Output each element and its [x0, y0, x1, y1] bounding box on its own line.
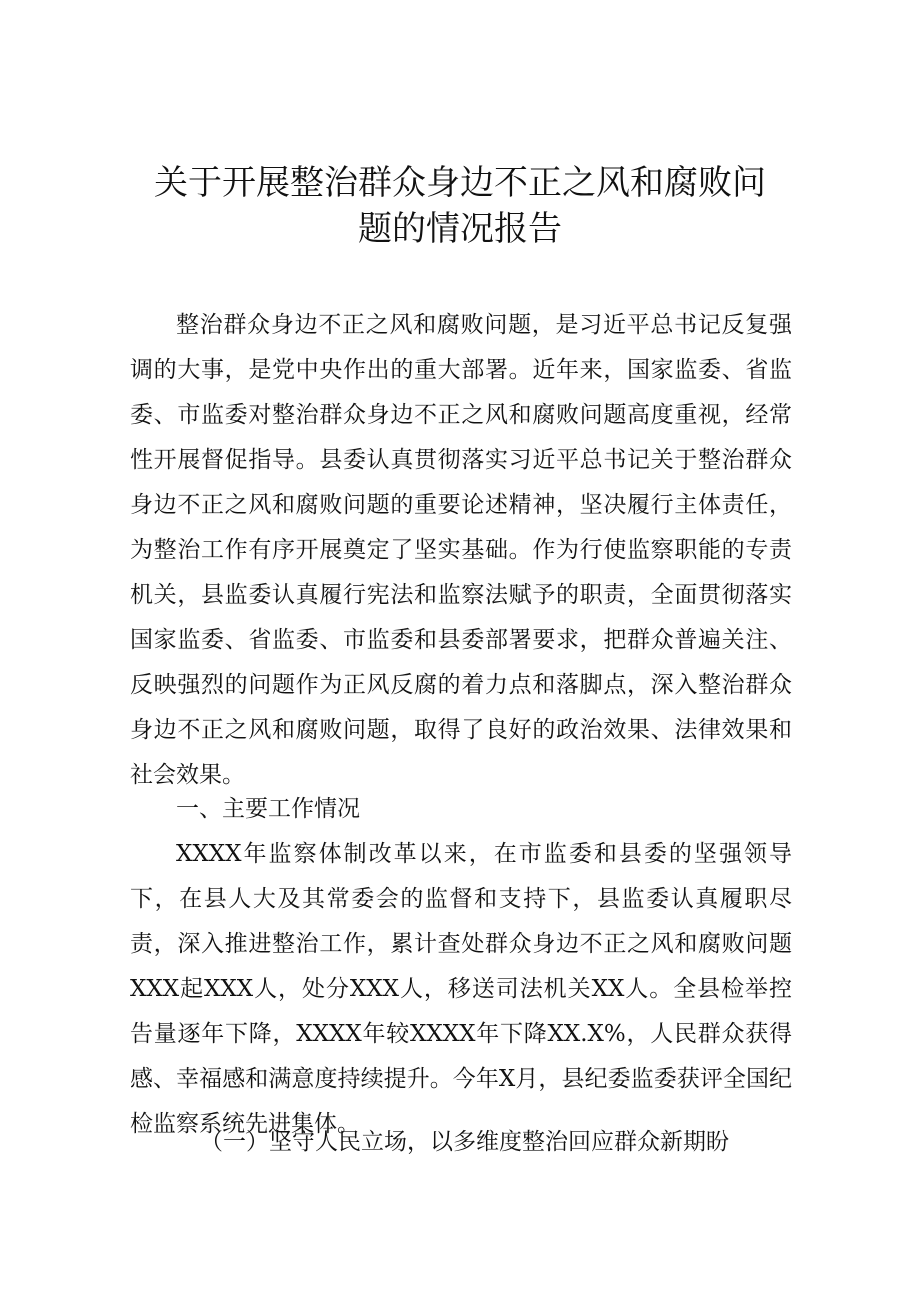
subsection-heading-people-stance: （一）坚守人民立场，以多维度整治回应群众新期盼 — [200, 1129, 729, 1155]
document-title — [130, 160, 790, 252]
intro-paragraph: 整治群众身边不正之风和腐败问题，是习近平总书记反复强调的大事，是党中央作出的重大部署。近年来，国家监委、省监委、市监委对整治群众身边不正之风和腐败问题高度重视，经常性开展督促指导。县委认真贯彻落实习近平总书记关于整治群众身边不正之风和腐败问题的重要论述精神，坚决履行主体责任，为整治工作有序开展奠定了坚实基础。作为行使监察职能的专责机关，县监委认真履行宪法和监察法赋予的职责，全面贯彻落实国家监委、省监委、市监委和县委部署要求，把群众普遍关注、反映强烈的问题作为正风反腐的着力点和落脚点，深入整治群众身边不正之风和腐败问题，取得了良好的政治效果、法律效果和社会效果。 — [130, 312, 792, 788]
main-work-paragraph: XXXX年监察体制改革以来，在市监委和县委的坚强领导下，在县人大及其常委会的监督和支持下，县监委认真履职尽责，深入推进整治工作，累计查处群众身边不正之风和腐败问题XXX起XXX人，处分XXX人，移送司法机关XX人。全县检举控告量逐年下降，XXXX年较XXXX年下降XX.X%，人民群众获得感、幸福感和满意度持续提升。今年X月，县纪委监委获评全国纪检监察系统先进集体。 — [130, 841, 792, 1137]
section-heading-main-work: 一、主要工作情况 — [176, 796, 360, 822]
title-line-1: 关于开展整治群众身边不正之风和腐败问 — [154, 163, 766, 203]
title-line-2: 题的情况报告 — [358, 209, 562, 249]
